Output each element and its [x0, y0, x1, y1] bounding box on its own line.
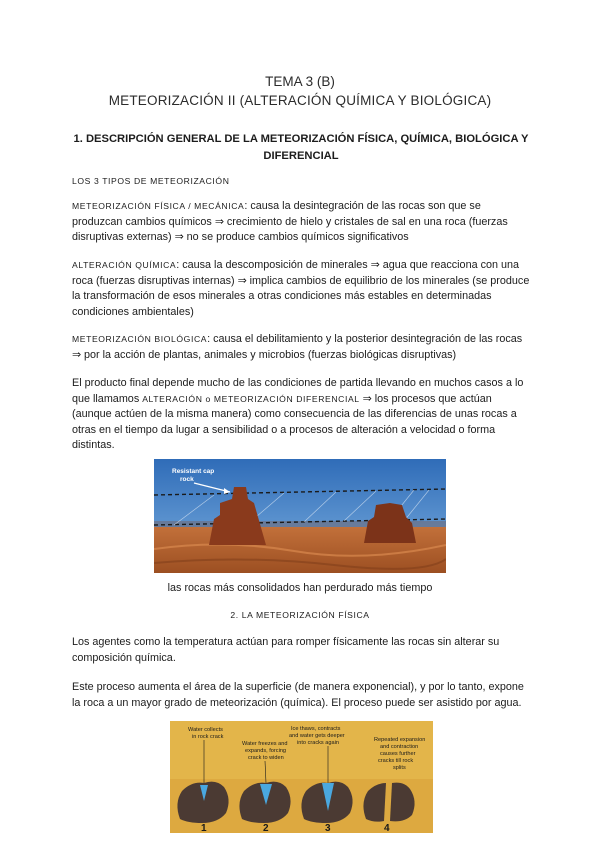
- document-subtitle: METEORIZACIÓN II (ALTERACIÓN QUÍMICA Y BIOLÓGICA): [108, 93, 492, 108]
- figure1-caption: las rocas más consolidados han perdurado más tiempo: [167, 582, 433, 594]
- text-biologica: : causa el debilitamiento y la posterior desintegración de las rocas ⇒ por la acción de plantas, animales y microbios (fuerzas biológicas disruptivas): [72, 333, 523, 361]
- step4-label-line2: and contraction: [380, 744, 419, 750]
- mesa-landscape-figure: [154, 459, 446, 573]
- text-quimica: : causa la descomposición de minerales ⇒ agua que reacciona con una roca (fuerzas disruptivas internas) ⇒ implica cambios de equilibrio de los minerales (se produce la transformación de esos minerales a otras condiciones más estables en determinadas condiciones ambientales): [72, 259, 530, 318]
- step4-label-line3: causes further: [380, 751, 416, 757]
- step2-label-line2: expands, forcing: [245, 748, 287, 754]
- term-quimica: ALTERACIÓN QUÍMICA: [72, 260, 177, 270]
- step2-label-line1: Water freezes and: [242, 741, 288, 747]
- step2-label-line3: crack to widen: [248, 755, 284, 761]
- text-diferencial-a: El producto final depende mucho de las condiciones de partida llevando en muchos casos a lo que llamamos: [72, 377, 524, 405]
- step3-label-line1: Ice thaws, contracts: [291, 726, 341, 732]
- step3-label-line3: into cracks again: [297, 740, 339, 746]
- paragraph-biologica: [72, 332, 534, 363]
- step-number-4: 4: [384, 823, 390, 833]
- step4-label-line1: Repeated expansion: [374, 737, 426, 743]
- step-number-2: 2: [263, 823, 269, 833]
- term-fisica: METEORIZACIÓN FÍSICA / MECÁNICA: [72, 201, 245, 211]
- text-fisica: : causa la desintegración de las rocas son que se produzcan cambios químicos ⇒ crecimiento de hielo y cristales de sal en una roca (fuerzas disruptivas externas) ⇒ no se produce cambios químicos significativos: [72, 200, 508, 243]
- paragraph-diferencial: [72, 376, 534, 454]
- term-biologica: METEORIZACIÓN BIOLÓGICA: [72, 334, 208, 344]
- step1-label-line2: in rock crack: [192, 734, 224, 740]
- section2-paragraph1: Los agentes como la temperatura actúan para romper físicamente las rocas sin alterar su composición química.: [72, 636, 500, 664]
- frost-wedging-figure: [170, 721, 433, 833]
- paragraph-quimica: [72, 258, 534, 320]
- section2-heading: 2. LA METEORIZACIÓN FÍSICA: [230, 610, 370, 620]
- step3-label-line2: and water gets deeper: [289, 733, 345, 739]
- step-number-3: 3: [325, 823, 331, 833]
- cap-rock-label: Resistant cap: [172, 468, 215, 475]
- step4-label-line5: splits: [393, 765, 406, 771]
- document-title: TEMA 3 (B): [265, 74, 335, 89]
- text-diferencial-b: ⇒ los procesos que actúan (aunque actúen de la misma manera) como consecuencia de las diferencias de unas rocas a otras en el tiempo da lugar a sensibilidad o a procesos de alteración a velocidad o forma distintas.: [72, 392, 517, 451]
- section2-paragraph2: Este proceso aumenta el área de la superficie (de manera exponencial), y por lo tanto, expone la roca a un mayor grado de meteorización (química). El proceso puede ser asistido por agua.: [72, 681, 524, 709]
- step-number-1: 1: [201, 823, 207, 833]
- svg-text:rock: rock: [180, 476, 194, 483]
- step4-label-line4: cracks till rock: [378, 758, 414, 764]
- section1-subheading: LOS 3 TIPOS DE METEORIZACIÓN: [72, 176, 230, 186]
- section1-heading: 1. DESCRIPCIÓN GENERAL DE LA METEORIZACIÓN FÍSICA, QUÍMICA, BIOLÓGICA Y DIFERENCIAL: [73, 133, 529, 162]
- step1-label-line1: Water collects: [188, 727, 223, 733]
- paragraph-fisica: [72, 199, 534, 246]
- term-diferencial: ALTERACIÓN o METEORIZACIÓN DIFERENCIAL: [142, 393, 360, 404]
